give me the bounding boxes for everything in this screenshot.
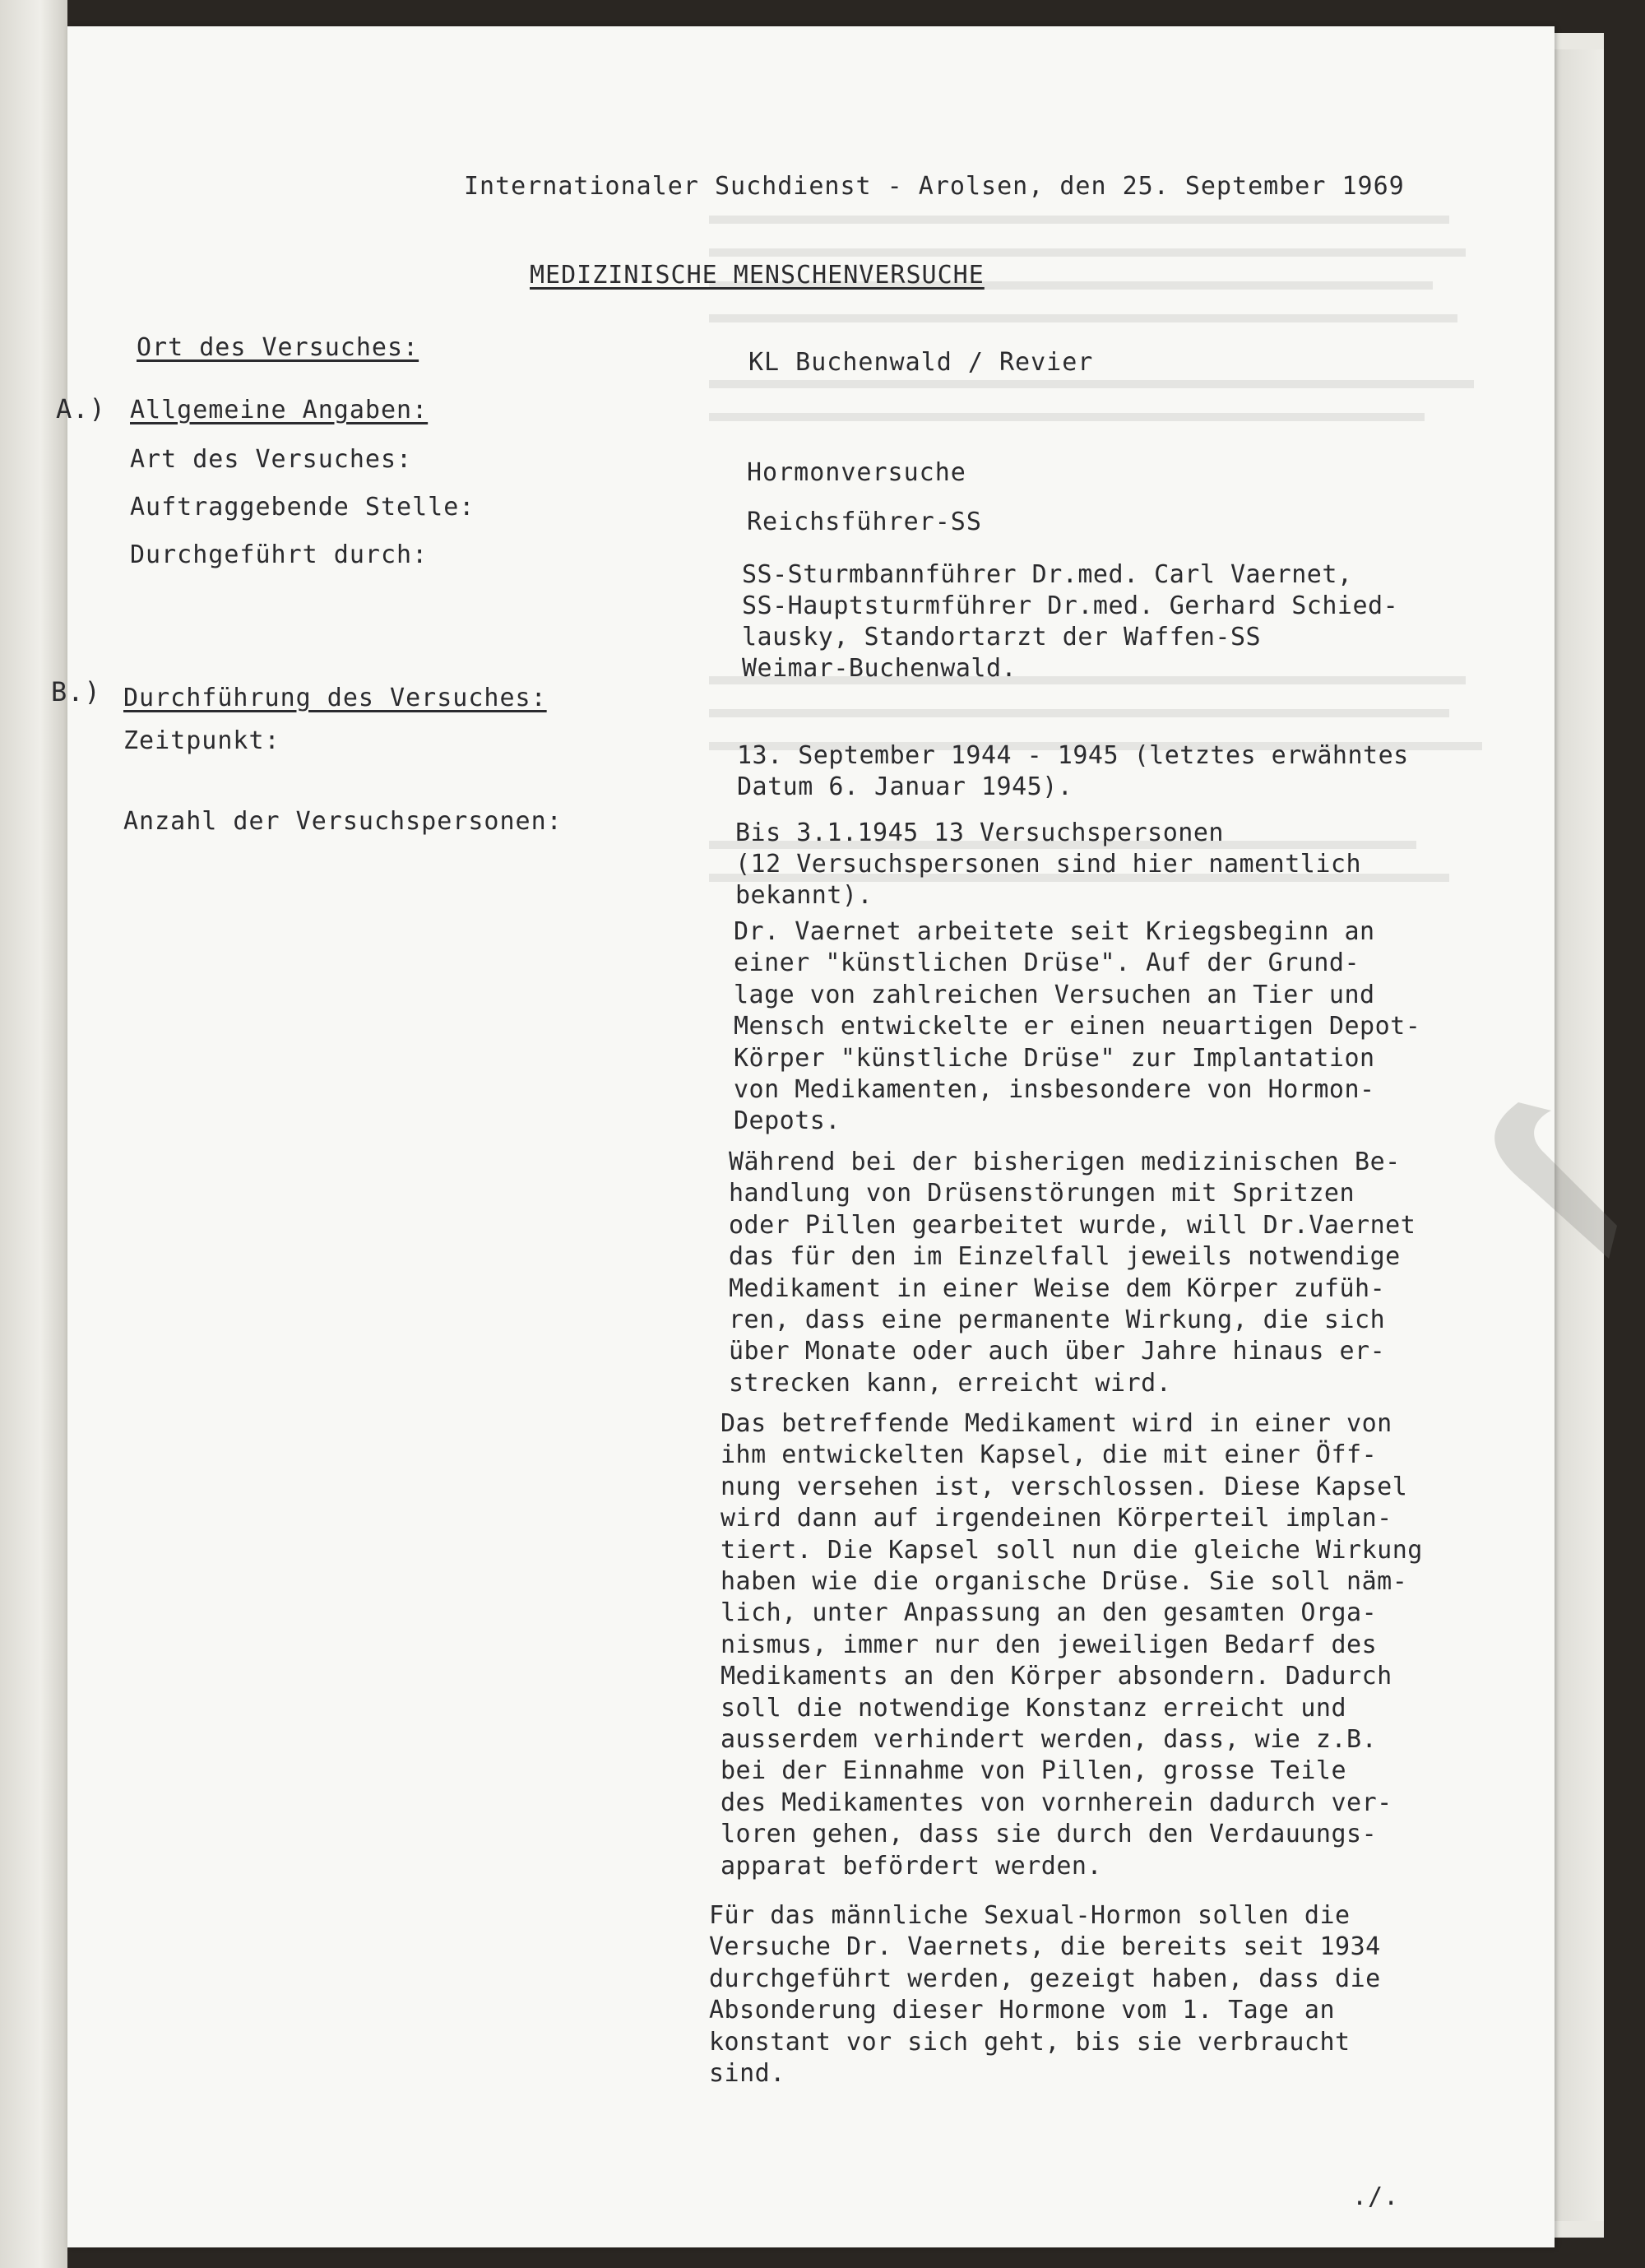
text-line: Dr. Vaernet arbeitete seit Kriegsbeginn an	[734, 917, 1375, 946]
anzahl-value-line: (12 Versuchspersonen sind hier namentlich	[735, 850, 1362, 879]
header-place-date: Internationaler Suchdienst - Arolsen, den 25. September 1969	[464, 172, 1405, 201]
text-line: ausserdem verhindert werden, dass, wie z.B.	[721, 1725, 1378, 1755]
durch-value-line: SS-Sturmbannführer Dr.med. Carl Vaernet,	[742, 560, 1353, 589]
text-line: Versuche Dr. Vaernets, die bereits seit 1934	[709, 1932, 1381, 1962]
text-line: Mensch entwickelte er einen neuartigen Depot-	[734, 1012, 1421, 1041]
auftrag-label: Auftraggebende Stelle:	[130, 493, 475, 522]
text-line: oder Pillen gearbeitet wurde, will Dr.Vaernet	[729, 1210, 1416, 1240]
art-value: Hormonversuche	[747, 458, 966, 487]
paragraph-3	[721, 1408, 1543, 1882]
text-line: Medikaments an den Körper absondern. Dadurch	[721, 1662, 1392, 1691]
zeit-value	[737, 740, 1559, 803]
anzahl-value-line: bekannt).	[735, 881, 873, 910]
text-line: lage von zahlreichen Versuchen an Tier und	[734, 980, 1375, 1009]
text-line: Das betreffende Medikament wird in einer von	[721, 1409, 1392, 1438]
durch-value-line: SS-Hauptsturmführer Dr.med. Gerhard Schied-	[742, 591, 1399, 620]
text-line: das für den im Einzelfall jeweils notwendige	[729, 1242, 1401, 1272]
text-line: nismus, immer nur den jeweiligen Bedarf des	[721, 1630, 1378, 1659]
durch-value-line: Weimar-Buchenwald.	[742, 654, 1017, 683]
paragraph-1	[734, 916, 1556, 1138]
text-line: tiert. Die Kapsel soll nun die gleiche Wirkung	[721, 1535, 1423, 1565]
text-line: bei der Einnahme von Pillen, grosse Teile	[721, 1756, 1347, 1786]
continuation-mark: ./.	[1352, 2182, 1400, 2211]
text-line: über Monate oder auch über Jahre hinaus er-	[729, 1337, 1386, 1366]
anzahl-value	[735, 818, 1558, 911]
text-line: lich, unter Anpassung an den gesamten Orga-	[721, 1598, 1378, 1628]
text-line: ren, dass eine permanente Wirkung, die sich	[729, 1306, 1386, 1335]
text-line: ihm entwickelten Kapsel, die mit einer Öff-	[721, 1440, 1378, 1470]
binder-clip-shadow	[1469, 1094, 1617, 1292]
auftrag-value: Reichsführer-SS	[747, 508, 982, 536]
text-line: einer "künstlichen Drüse". Auf der Grund-	[734, 948, 1360, 978]
previous-page-edge	[0, 0, 67, 2268]
art-label: Art des Versuches:	[130, 445, 413, 474]
text-line: sind.	[709, 2059, 785, 2089]
text-line: Absonderung dieser Hormone vom 1. Tage an	[709, 1996, 1336, 2025]
text-line: des Medikamentes von vornherein dadurch ver-	[721, 1788, 1392, 1817]
anzahl-value-line: Bis 3.1.1945 13 Versuchspersonen	[735, 819, 1224, 847]
zeit-value-line: Datum 6. Januar 1945).	[737, 772, 1073, 801]
text-line: loren gehen, dass sie durch den Verdauungs-	[721, 1820, 1378, 1849]
text-line: nung versehen ist, verschlossen. Diese Kapsel	[721, 1472, 1408, 1501]
paragraph-2	[729, 1147, 1551, 1399]
paragraph-4	[709, 1900, 1531, 2089]
text-line: apparat befördert werden.	[721, 1851, 1103, 1881]
durch-label: Durchgeführt durch:	[130, 540, 429, 569]
anzahl-label: Anzahl der Versuchspersonen:	[123, 807, 563, 836]
section-b-marker: B.)	[51, 676, 101, 707]
section-b-title: Durchführung des Versuches:	[123, 684, 547, 712]
zeit-value-line: 13. September 1944 - 1945 (letztes erwähntes	[737, 741, 1409, 770]
text-line: handlung von Drüsenstörungen mit Spritzen	[729, 1179, 1355, 1208]
text-line: konstant vor sich geht, bis sie verbraucht	[709, 2027, 1351, 2057]
text-line: Für das männliche Sexual-Hormon sollen die	[709, 1901, 1351, 1930]
text-line: strecken kann, erreicht wird.	[729, 1368, 1172, 1398]
section-a-title: Allgemeine Angaben:	[130, 396, 429, 424]
durch-value	[742, 559, 1564, 684]
durch-value-line: lausky, Standortarzt der Waffen-SS	[742, 623, 1262, 652]
text-line: wird dann auf irgendeinen Körperteil implan-	[721, 1504, 1392, 1533]
document-title: MEDIZINISCHE MENSCHENVERSUCHE	[530, 261, 985, 290]
text-line: Depots.	[734, 1106, 841, 1136]
document-page	[51, 26, 1555, 2247]
section-a-marker: A.)	[56, 393, 106, 424]
text-line: Medikament in einer Weise dem Körper zufüh-	[729, 1273, 1386, 1303]
text-line: Körper "künstliche Drüse" zur Implantation	[734, 1043, 1375, 1073]
ort-value: KL Buchenwald / Revier	[748, 348, 1094, 377]
text-line: durchgeführt werden, gezeigt haben, dass die	[709, 1964, 1381, 1993]
ort-label: Ort des Versuches:	[137, 333, 419, 362]
zeit-label: Zeitpunkt:	[123, 726, 280, 755]
text-line: von Medikamenten, insbesondere von Hormon-	[734, 1075, 1375, 1105]
text-line: Während bei der bisherigen medizinischen Be-	[729, 1148, 1401, 1176]
text-line: soll die notwendige Konstanz erreicht und	[721, 1693, 1347, 1723]
text-line: haben wie die organische Drüse. Sie soll näm-	[721, 1567, 1408, 1597]
